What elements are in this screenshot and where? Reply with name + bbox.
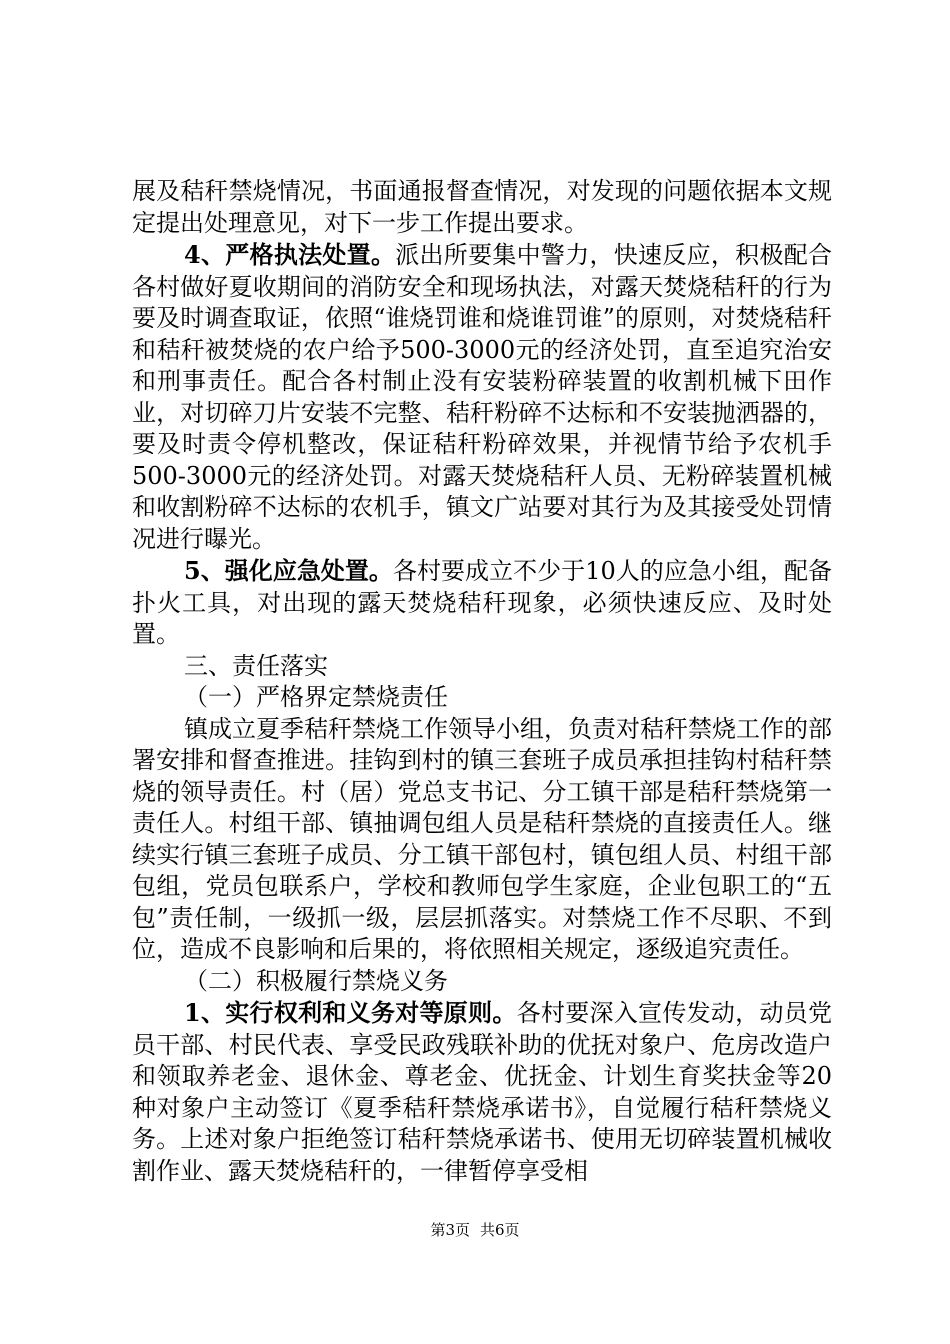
document-body bbox=[132, 176, 832, 1187]
paragraph-rights-obligations: 1、实行权利和义务对等原则。各村要深入宣传发动，动员党员干部、村民代表、享受民政残联补助的优抚对象户、危房改造户和领取养老金、退休金、尊老金、优抚金、计划生育奖扶金等20种对象户主动签订《夏季秸秆禁烧承诺书》，自觉履行秸秆禁烧义务。上述对象户拒绝签订秸秆禁烧承诺书、使用无切碎装置机械收割作业、露天焚烧秸秆的，一律暂停享受相 bbox=[132, 998, 833, 1185]
section-heading-responsibility: 三、责任落实 bbox=[184, 651, 328, 680]
paragraph-heading: 5、强化应急处置。 bbox=[184, 556, 393, 585]
paragraph-heading: 4、严格执法处置。 bbox=[184, 240, 396, 269]
subsection-heading-fulfill-obligation: （二）积极履行禁烧义务 bbox=[184, 966, 448, 995]
page-footer bbox=[0, 1220, 950, 1240]
subsection-heading-define-responsibility: （一）严格界定禁烧责任 bbox=[184, 683, 448, 711]
paragraph-leadership-group: 镇成立夏季秸秆禁烧工作领导小组，负责对秸秆禁烧工作的部署安排和督查推进。挂钩到村的镇三套班子成员承担挂钩村秸秆禁烧的领导责任。村（居）党总支书记、分工镇干部是秸秆禁烧第一责任人。村组干部、镇抽调包组人员是秸秆禁烧的直接责任人。继续实行镇三套班子成员、分工镇干部包村，镇包组人员、村组干部包组，党员包联系户，学校和教师包学生家庭，企业包职工的“五包”责任制，一级抓一级，层层抓落实。对禁烧工作不尽职、不到位，造成不良影响和后果的，将依照相关规定，逐级追究责任。 bbox=[132, 714, 832, 963]
page-total: 共6页 bbox=[480, 1221, 520, 1239]
paragraph-heading: 1、实行权利和义务对等原则。 bbox=[184, 998, 517, 1027]
paragraph-emergency-response: 5、强化应急处置。各村要成立不少于10人的应急小组，配备扑火工具，对出现的露天焚烧秸秆现象，必须快速反应、及时处置。 bbox=[132, 556, 832, 648]
paragraph-strict-enforcement: 4、严格执法处置。派出所要集中警力，快速反应，积极配合各村做好夏收期间的消防安全和现场执法，对露天焚烧秸秆的行为要及时调查取证，依照“谁烧罚谁和烧谁罚谁”的原则，对焚烧秸秆和秸秆被焚烧的农户给予500-3000元的经济处罚，直至追究治安和刑事责任。配合各村制止没有安装粉碎装置的收割机械下田作业，对切碎刀片安装不完整、秸秆粉碎不达标和不安装抛洒器的，要及时责令停机整改，保证秸秆粉碎效果，并视情节给予农机手500-3000元的经济处罚。对露天焚烧秸秆人员、无粉碎装置机械和收割粉碎不达标的农机手，镇文广站要对其行为及其接受处罚情况进行曝光。 bbox=[132, 240, 833, 553]
page-number: 第3页 bbox=[430, 1221, 470, 1239]
paragraph-continuation: 展及秸秆禁烧情况，书面通报督查情况，对发现的问题依据本文规定提出处理意见，对下一步工作提出要求。 bbox=[132, 177, 832, 237]
